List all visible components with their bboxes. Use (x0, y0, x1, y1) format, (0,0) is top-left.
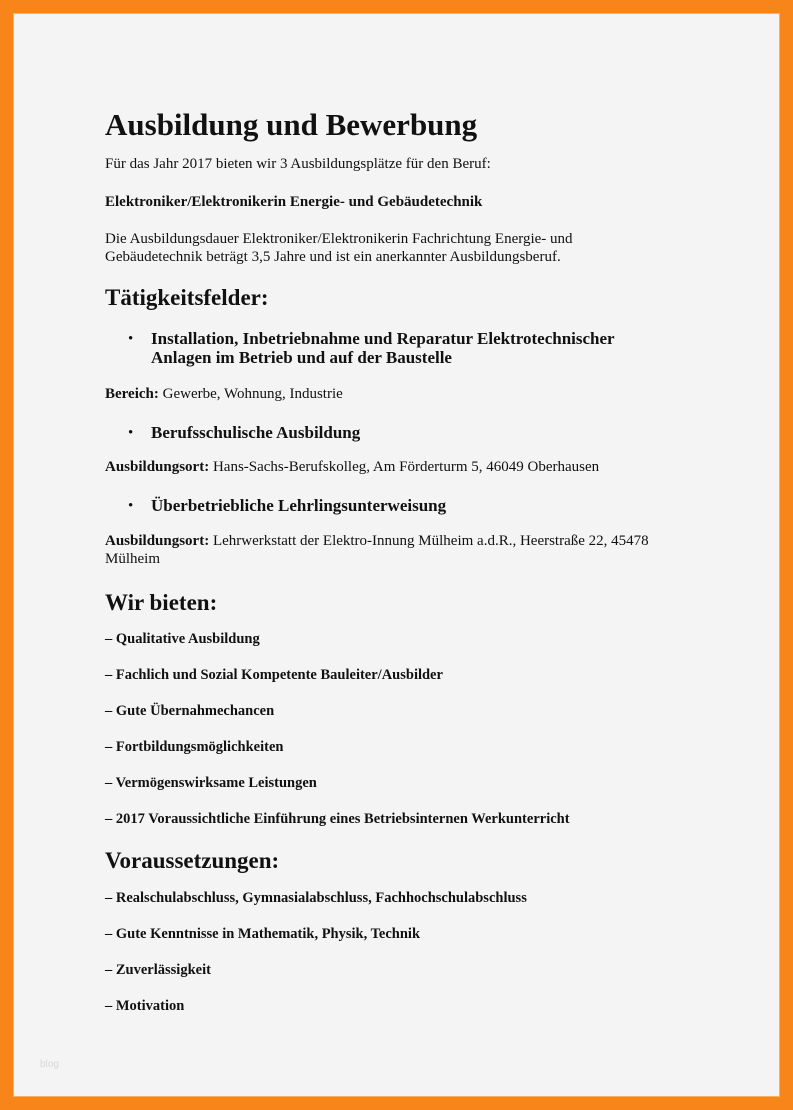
field-item-1-detail (105, 387, 343, 402)
offer-item: – 2017 Voraussichtliche Einführung eines Betriebsinternen Werkunterricht (105, 811, 570, 827)
field-item-3: Überbetriebliche Lehrlingsunterweisung (151, 496, 447, 515)
requirements-heading: Voraussetzungen: (105, 848, 280, 873)
detail-label: Ausbildungsort: (105, 533, 210, 549)
fields-heading: Tätigkeitsfelder: (105, 285, 269, 310)
field-item-3-detail-line-2: Mülheim (105, 551, 160, 567)
watermark: blog (40, 1059, 59, 1070)
intro-text: Für das Jahr 2017 bieten wir 3 Ausbildungsplätze für den Beruf: (105, 156, 491, 172)
detail-label: Ausbildungsort: (105, 459, 210, 475)
field-item-2: Berufsschulische Ausbildung (151, 423, 361, 442)
page-title: Ausbildung und Bewerbung (105, 107, 478, 142)
field-item-1-line-1: Installation, Inbetriebnahme und Reparatur Elektrotechnischer (151, 329, 615, 348)
field-item-1-line-2: Anlagen im Betrieb und auf der Baustelle (151, 348, 452, 367)
offer-item: – Fachlich und Sozial Kompetente Bauleiter/Ausbilder (105, 667, 443, 683)
requirement-item: – Motivation (105, 998, 185, 1014)
field-item-3-detail (105, 534, 649, 549)
offer-heading: Wir bieten: (105, 590, 218, 615)
offer-item: – Gute Übernahmechancen (105, 703, 275, 719)
field-item-2-detail (105, 460, 599, 475)
requirement-item: – Zuverlässigkeit (105, 962, 211, 978)
duration-line-1: Die Ausbildungsdauer Elektroniker/Elektronikerin Fachrichtung Energie- und (105, 231, 573, 247)
bullet-icon: • (128, 425, 134, 441)
detail-value: Hans-Sachs-Berufskolleg, Am Förderturm 5, 46049 Oberhausen (212, 459, 600, 475)
detail-value: Gewerbe, Wohnung, Industrie (162, 386, 343, 402)
detail-value: Lehrwerkstatt der Elektro-Innung Mülheim a.d.R., Heerstraße 22, 45478 (212, 533, 649, 549)
duration-line-2: Gebäudetechnik beträgt 3,5 Jahre und ist ein anerkannter Ausbildungsberuf. (105, 249, 561, 265)
offer-item: – Qualitative Ausbildung (105, 631, 260, 647)
bullet-icon: • (128, 498, 134, 514)
profession-title: Elektroniker/Elektronikerin Energie- und Gebäudetechnik (105, 194, 483, 210)
offer-item: – Fortbildungsmöglichkeiten (105, 739, 284, 755)
requirement-item: – Realschulabschluss, Gymnasialabschluss, Fachhochschulabschluss (105, 890, 527, 906)
bullet-icon: • (128, 331, 134, 347)
offer-item: – Vermögenswirksame Leistungen (105, 775, 317, 791)
detail-label: Bereich: (105, 386, 159, 402)
requirement-item: – Gute Kenntnisse in Mathematik, Physik, Technik (105, 926, 421, 942)
